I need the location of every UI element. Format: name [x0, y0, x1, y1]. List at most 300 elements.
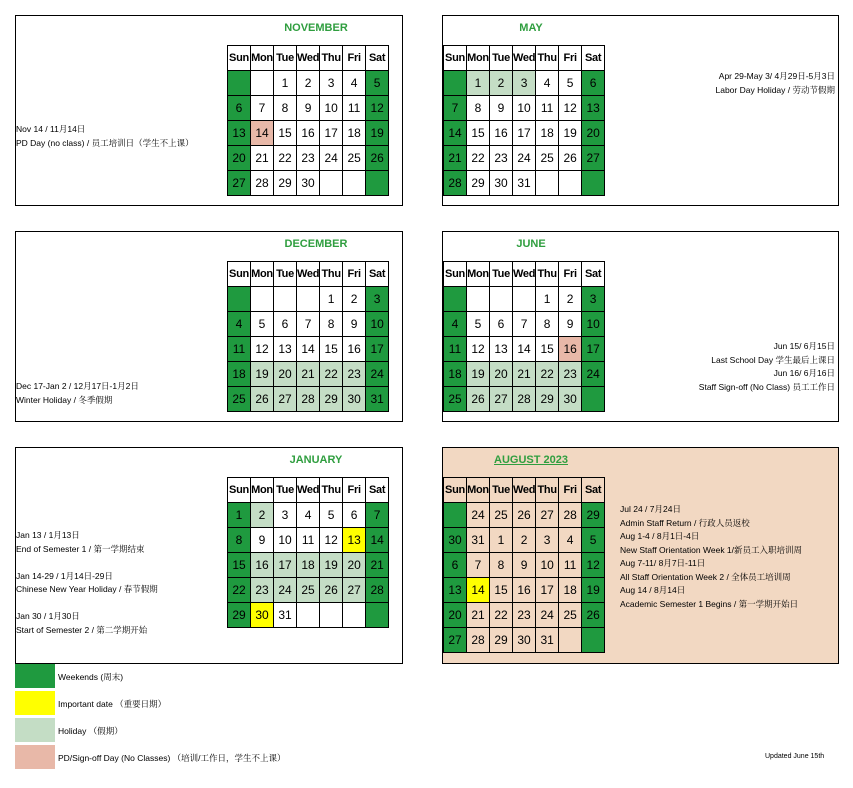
weekday-header: Mon	[467, 262, 490, 287]
day-cell: 27	[490, 387, 513, 412]
day-cell	[490, 287, 513, 312]
weekday-header: Sun	[444, 46, 467, 71]
day-cell: 24	[274, 578, 297, 603]
day-cell: 12	[582, 553, 605, 578]
day-cell	[366, 603, 389, 628]
month-notes	[16, 123, 194, 150]
legend-holiday-label: Holiday （假期）	[58, 726, 123, 736]
day-cell: 1	[467, 71, 490, 96]
day-cell	[559, 628, 582, 653]
note-line: Start of Semester 2 / 第二学期开始	[16, 624, 148, 635]
day-cell: 26	[513, 503, 536, 528]
day-cell	[559, 171, 582, 196]
day-cell: 21	[467, 603, 490, 628]
day-cell: 18	[228, 362, 251, 387]
day-cell: 26	[320, 578, 343, 603]
weekday-header: Mon	[467, 46, 490, 71]
day-cell: 26	[582, 603, 605, 628]
weekday-header: Thu	[536, 46, 559, 71]
day-cell	[444, 71, 467, 96]
day-cell: 2	[490, 71, 513, 96]
note-line: Winter Holiday / 冬季假期	[16, 394, 113, 405]
day-cell: 26	[559, 146, 582, 171]
weekday-header: Wed	[297, 46, 320, 71]
day-cell: 11	[297, 528, 320, 553]
day-cell: 25	[228, 387, 251, 412]
day-cell: 20	[582, 121, 605, 146]
day-cell: 11	[444, 337, 467, 362]
day-cell: 22	[536, 362, 559, 387]
day-cell: 4	[297, 503, 320, 528]
note-line: Staff Sign-off (No Class) 员工工作日	[698, 381, 835, 392]
weekday-header: Sat	[366, 262, 389, 287]
day-cell: 3	[513, 71, 536, 96]
day-cell: 1	[490, 528, 513, 553]
day-cell: 8	[536, 312, 559, 337]
weekday-header: Sat	[582, 46, 605, 71]
weekday-header: Mon	[467, 478, 490, 503]
day-cell: 16	[490, 121, 513, 146]
note-line: Aug 1-4 / 8月1日-4日	[620, 531, 700, 541]
day-cell: 18	[536, 121, 559, 146]
day-cell: 25	[444, 387, 467, 412]
day-cell: 28	[366, 578, 389, 603]
day-cell: 9	[490, 96, 513, 121]
day-cell: 11	[228, 337, 251, 362]
day-cell	[444, 287, 467, 312]
day-cell: 21	[251, 146, 274, 171]
weekday-header: Sun	[444, 262, 467, 287]
day-cell: 16	[251, 553, 274, 578]
day-cell: 17	[320, 121, 343, 146]
weekday-header: Tue	[274, 478, 297, 503]
day-cell	[251, 71, 274, 96]
weekday-header: Thu	[320, 262, 343, 287]
weekday-header: Sun	[228, 262, 251, 287]
day-cell: 20	[444, 603, 467, 628]
day-cell: 23	[513, 603, 536, 628]
day-cell: 14	[297, 337, 320, 362]
day-cell: 6	[274, 312, 297, 337]
day-cell: 10	[513, 96, 536, 121]
day-cell	[582, 171, 605, 196]
day-cell: 30	[513, 628, 536, 653]
day-cell: 31	[366, 387, 389, 412]
note-line: Jan 14-29 / 1月14日-29日	[16, 570, 113, 581]
weekday-header: Fri	[559, 478, 582, 503]
day-cell: 15	[536, 337, 559, 362]
day-cell: 28	[467, 628, 490, 653]
day-cell	[467, 287, 490, 312]
day-cell	[536, 171, 559, 196]
month-grid	[227, 261, 389, 412]
month-title: JANUARY	[289, 454, 343, 466]
day-cell: 23	[297, 146, 320, 171]
day-cell: 4	[228, 312, 251, 337]
weekday-header: Tue	[490, 46, 513, 71]
day-cell: 15	[320, 337, 343, 362]
note-line: Aug 7-11/ 8月7日-11日	[620, 558, 706, 568]
note-line: Jun 15/ 6月15日	[773, 341, 835, 351]
day-cell: 31	[467, 528, 490, 553]
day-cell: 12	[559, 96, 582, 121]
note-line: Labor Day Holiday / 劳动节假期	[715, 84, 835, 95]
note-line: Chinese New Year Holiday / 春节假期	[16, 584, 158, 594]
weekday-header: Fri	[559, 262, 582, 287]
day-cell: 21	[366, 553, 389, 578]
day-cell: 20	[343, 553, 366, 578]
day-cell: 28	[297, 387, 320, 412]
day-cell: 19	[366, 121, 389, 146]
day-cell	[343, 171, 366, 196]
day-cell: 23	[490, 146, 513, 171]
day-cell: 18	[559, 578, 582, 603]
day-cell: 20	[274, 362, 297, 387]
calendar-june	[442, 231, 839, 422]
day-cell: 20	[490, 362, 513, 387]
legend-pd-label: PD/Sign-off Day (No Classes) （培训/工作日，学生不上课）	[58, 753, 286, 763]
legend-weekend-swatch	[15, 664, 55, 688]
day-cell	[228, 71, 251, 96]
day-cell: 3	[366, 287, 389, 312]
day-cell: 22	[320, 362, 343, 387]
day-cell: 28	[444, 171, 467, 196]
month-title: JUNE	[516, 238, 546, 250]
day-cell: 9	[297, 96, 320, 121]
weekday-header: Sat	[582, 478, 605, 503]
note-line: PD Day (no class) / 员工培训日（学生不上课）	[16, 137, 194, 148]
day-cell: 11	[559, 553, 582, 578]
weekday-header: Wed	[513, 478, 536, 503]
weekday-header: Tue	[274, 262, 297, 287]
day-cell: 15	[274, 121, 297, 146]
weekday-header: Mon	[251, 262, 274, 287]
day-cell: 18	[297, 553, 320, 578]
month-grid	[443, 477, 605, 653]
day-cell	[582, 387, 605, 412]
day-cell: 25	[343, 146, 366, 171]
day-cell: 22	[490, 603, 513, 628]
day-cell	[228, 287, 251, 312]
day-cell: 5	[559, 71, 582, 96]
day-cell: 8	[228, 528, 251, 553]
day-cell: 29	[490, 628, 513, 653]
month-notes	[699, 340, 835, 394]
weekday-header: Fri	[343, 46, 366, 71]
month-title: AUGUST 2023	[494, 454, 568, 466]
day-cell: 11	[343, 96, 366, 121]
day-cell: 20	[228, 146, 251, 171]
weekday-header: Fri	[343, 478, 366, 503]
day-cell	[320, 171, 343, 196]
day-cell: 14	[513, 337, 536, 362]
calendar-january	[15, 447, 403, 664]
day-cell: 21	[297, 362, 320, 387]
day-cell: 18	[343, 121, 366, 146]
day-cell: 27	[274, 387, 297, 412]
calendar-december	[15, 231, 403, 422]
note-line: New Staff Orientation Week 1/新员工入职培训周	[620, 544, 803, 555]
day-cell	[251, 287, 274, 312]
weekday-header: Sun	[228, 478, 251, 503]
weekday-header: Wed	[297, 478, 320, 503]
month-grid	[227, 477, 389, 628]
day-cell: 24	[320, 146, 343, 171]
day-cell: 1	[536, 287, 559, 312]
day-cell: 14	[366, 528, 389, 553]
weekday-header: Sun	[444, 478, 467, 503]
month-grid	[443, 261, 605, 412]
day-cell: 31	[536, 628, 559, 653]
day-cell: 1	[274, 71, 297, 96]
day-cell: 10	[366, 312, 389, 337]
day-cell: 9	[513, 553, 536, 578]
day-cell: 5	[582, 528, 605, 553]
note-line: Dec 17-Jan 2 / 12月17日-1月2日	[16, 381, 139, 391]
note-line	[16, 597, 158, 611]
day-cell: 6	[582, 71, 605, 96]
day-cell: 25	[297, 578, 320, 603]
day-cell: 29	[274, 171, 297, 196]
weekday-header: Tue	[490, 478, 513, 503]
day-cell: 19	[467, 362, 490, 387]
day-cell: 9	[343, 312, 366, 337]
weekday-header: Mon	[251, 478, 274, 503]
day-cell: 22	[228, 578, 251, 603]
legend-holiday-swatch	[15, 718, 55, 742]
day-cell: 9	[559, 312, 582, 337]
day-cell	[320, 603, 343, 628]
note-line: Nov 14 / 11月14日	[16, 124, 86, 134]
day-cell: 8	[490, 553, 513, 578]
note-line	[16, 556, 158, 570]
day-cell	[582, 628, 605, 653]
note-line: Aug 14 / 8月14日	[620, 585, 686, 595]
weekday-header: Fri	[559, 46, 582, 71]
day-cell: 10	[320, 96, 343, 121]
note-line: Jan 30 / 1月30日	[16, 611, 80, 621]
day-cell: 2	[559, 287, 582, 312]
weekday-header: Sat	[582, 262, 605, 287]
day-cell: 13	[228, 121, 251, 146]
note-line: All Staff Orientation Week 2 / 全体员工培训周	[620, 571, 791, 582]
day-cell: 15	[467, 121, 490, 146]
day-cell: 29	[467, 171, 490, 196]
day-cell: 5	[467, 312, 490, 337]
day-cell: 8	[274, 96, 297, 121]
day-cell: 14	[467, 578, 490, 603]
day-cell	[343, 603, 366, 628]
day-cell: 30	[251, 603, 274, 628]
updated-note: Updated June 15th	[765, 753, 825, 760]
day-cell: 17	[582, 337, 605, 362]
day-cell: 9	[251, 528, 274, 553]
day-cell: 24	[536, 603, 559, 628]
day-cell: 30	[559, 387, 582, 412]
weekday-header: Thu	[536, 478, 559, 503]
weekday-header: Tue	[490, 262, 513, 287]
day-cell: 3	[582, 287, 605, 312]
day-cell: 28	[513, 387, 536, 412]
month-grid	[443, 45, 605, 196]
day-cell: 4	[343, 71, 366, 96]
weekday-header: Sat	[366, 478, 389, 503]
day-cell: 15	[490, 578, 513, 603]
day-cell: 23	[559, 362, 582, 387]
note-line: End of Semester 1 / 第一学期结束	[16, 543, 145, 554]
weekday-header: Thu	[320, 478, 343, 503]
day-cell: 13	[490, 337, 513, 362]
note-line: Jul 24 / 7月24日	[620, 504, 681, 514]
calendar-may	[442, 15, 839, 206]
day-cell: 24	[513, 146, 536, 171]
day-cell	[297, 603, 320, 628]
day-cell: 2	[251, 503, 274, 528]
note-line: Last School Day 学生最后上课日	[711, 354, 835, 365]
day-cell: 30	[444, 528, 467, 553]
weekday-header: Thu	[320, 46, 343, 71]
weekday-header: Wed	[297, 262, 320, 287]
day-cell: 16	[513, 578, 536, 603]
day-cell: 6	[343, 503, 366, 528]
day-cell: 18	[444, 362, 467, 387]
day-cell: 28	[251, 171, 274, 196]
weekday-header: Thu	[536, 262, 559, 287]
day-cell: 12	[366, 96, 389, 121]
legend-pd-swatch	[15, 745, 55, 769]
day-cell: 6	[444, 553, 467, 578]
day-cell: 27	[536, 503, 559, 528]
month-title: DECEMBER	[284, 238, 348, 250]
day-cell: 25	[490, 503, 513, 528]
day-cell: 17	[274, 553, 297, 578]
day-cell: 16	[343, 337, 366, 362]
day-cell: 7	[297, 312, 320, 337]
day-cell: 30	[343, 387, 366, 412]
day-cell: 27	[343, 578, 366, 603]
weekday-header: Sun	[228, 46, 251, 71]
day-cell: 21	[513, 362, 536, 387]
day-cell	[274, 287, 297, 312]
day-cell	[513, 287, 536, 312]
day-cell: 26	[366, 146, 389, 171]
day-cell: 15	[228, 553, 251, 578]
day-cell: 31	[274, 603, 297, 628]
note-line: Apr 29-May 3/ 4月29日-5月3日	[718, 71, 835, 81]
day-cell: 8	[467, 96, 490, 121]
day-cell: 30	[297, 171, 320, 196]
calendar-november	[15, 15, 403, 206]
weekday-header: Wed	[513, 262, 536, 287]
day-cell: 24	[366, 362, 389, 387]
day-cell: 16	[559, 337, 582, 362]
day-cell: 13	[444, 578, 467, 603]
day-cell: 12	[251, 337, 274, 362]
day-cell: 23	[251, 578, 274, 603]
legend-important-label: Important date （重要日期）	[58, 699, 167, 709]
day-cell: 27	[582, 146, 605, 171]
note-line: Academic Semester 1 Begins / 第一学期开始日	[620, 598, 799, 609]
note-line: Jan 13 / 1月13日	[16, 530, 80, 540]
day-cell: 23	[343, 362, 366, 387]
day-cell: 7	[444, 96, 467, 121]
day-cell: 21	[444, 146, 467, 171]
day-cell: 31	[513, 171, 536, 196]
day-cell: 10	[582, 312, 605, 337]
day-cell: 4	[444, 312, 467, 337]
day-cell	[366, 171, 389, 196]
day-cell: 24	[467, 503, 490, 528]
day-cell: 25	[559, 603, 582, 628]
day-cell: 7	[513, 312, 536, 337]
note-line: Admin Staff Return / 行政人员返校	[620, 517, 750, 528]
day-cell: 17	[536, 578, 559, 603]
weekday-header: Tue	[274, 46, 297, 71]
legend-weekend-label: Weekends (周末)	[58, 672, 124, 682]
day-cell: 30	[490, 171, 513, 196]
day-cell: 8	[320, 312, 343, 337]
day-cell: 3	[274, 503, 297, 528]
day-cell: 5	[366, 71, 389, 96]
day-cell: 2	[513, 528, 536, 553]
day-cell: 4	[559, 528, 582, 553]
month-notes	[16, 529, 158, 637]
day-cell: 29	[228, 603, 251, 628]
day-cell: 5	[251, 312, 274, 337]
day-cell: 19	[320, 553, 343, 578]
day-cell: 17	[513, 121, 536, 146]
day-cell: 26	[251, 387, 274, 412]
month-grid	[227, 45, 389, 196]
day-cell: 29	[582, 503, 605, 528]
day-cell: 12	[467, 337, 490, 362]
weekday-header: Mon	[251, 46, 274, 71]
legend-important-swatch	[15, 691, 55, 715]
weekday-header: Wed	[513, 46, 536, 71]
day-cell: 27	[444, 628, 467, 653]
day-cell: 16	[297, 121, 320, 146]
day-cell: 7	[467, 553, 490, 578]
day-cell: 24	[582, 362, 605, 387]
day-cell: 7	[366, 503, 389, 528]
day-cell	[444, 503, 467, 528]
day-cell: 14	[444, 121, 467, 146]
day-cell: 13	[343, 528, 366, 553]
calendar-august	[442, 447, 839, 664]
day-cell: 17	[366, 337, 389, 362]
day-cell: 6	[490, 312, 513, 337]
note-line: Jun 16/ 6月16日	[773, 368, 835, 378]
day-cell: 4	[536, 71, 559, 96]
day-cell: 11	[536, 96, 559, 121]
day-cell: 29	[536, 387, 559, 412]
day-cell: 3	[536, 528, 559, 553]
day-cell: 28	[559, 503, 582, 528]
day-cell: 19	[582, 578, 605, 603]
day-cell: 3	[320, 71, 343, 96]
day-cell: 1	[228, 503, 251, 528]
day-cell: 14	[251, 121, 274, 146]
month-notes	[620, 503, 802, 611]
day-cell: 6	[228, 96, 251, 121]
day-cell: 1	[320, 287, 343, 312]
weekday-header: Sat	[366, 46, 389, 71]
weekday-header: Fri	[343, 262, 366, 287]
day-cell: 10	[536, 553, 559, 578]
day-cell: 22	[467, 146, 490, 171]
day-cell: 12	[320, 528, 343, 553]
day-cell: 7	[251, 96, 274, 121]
